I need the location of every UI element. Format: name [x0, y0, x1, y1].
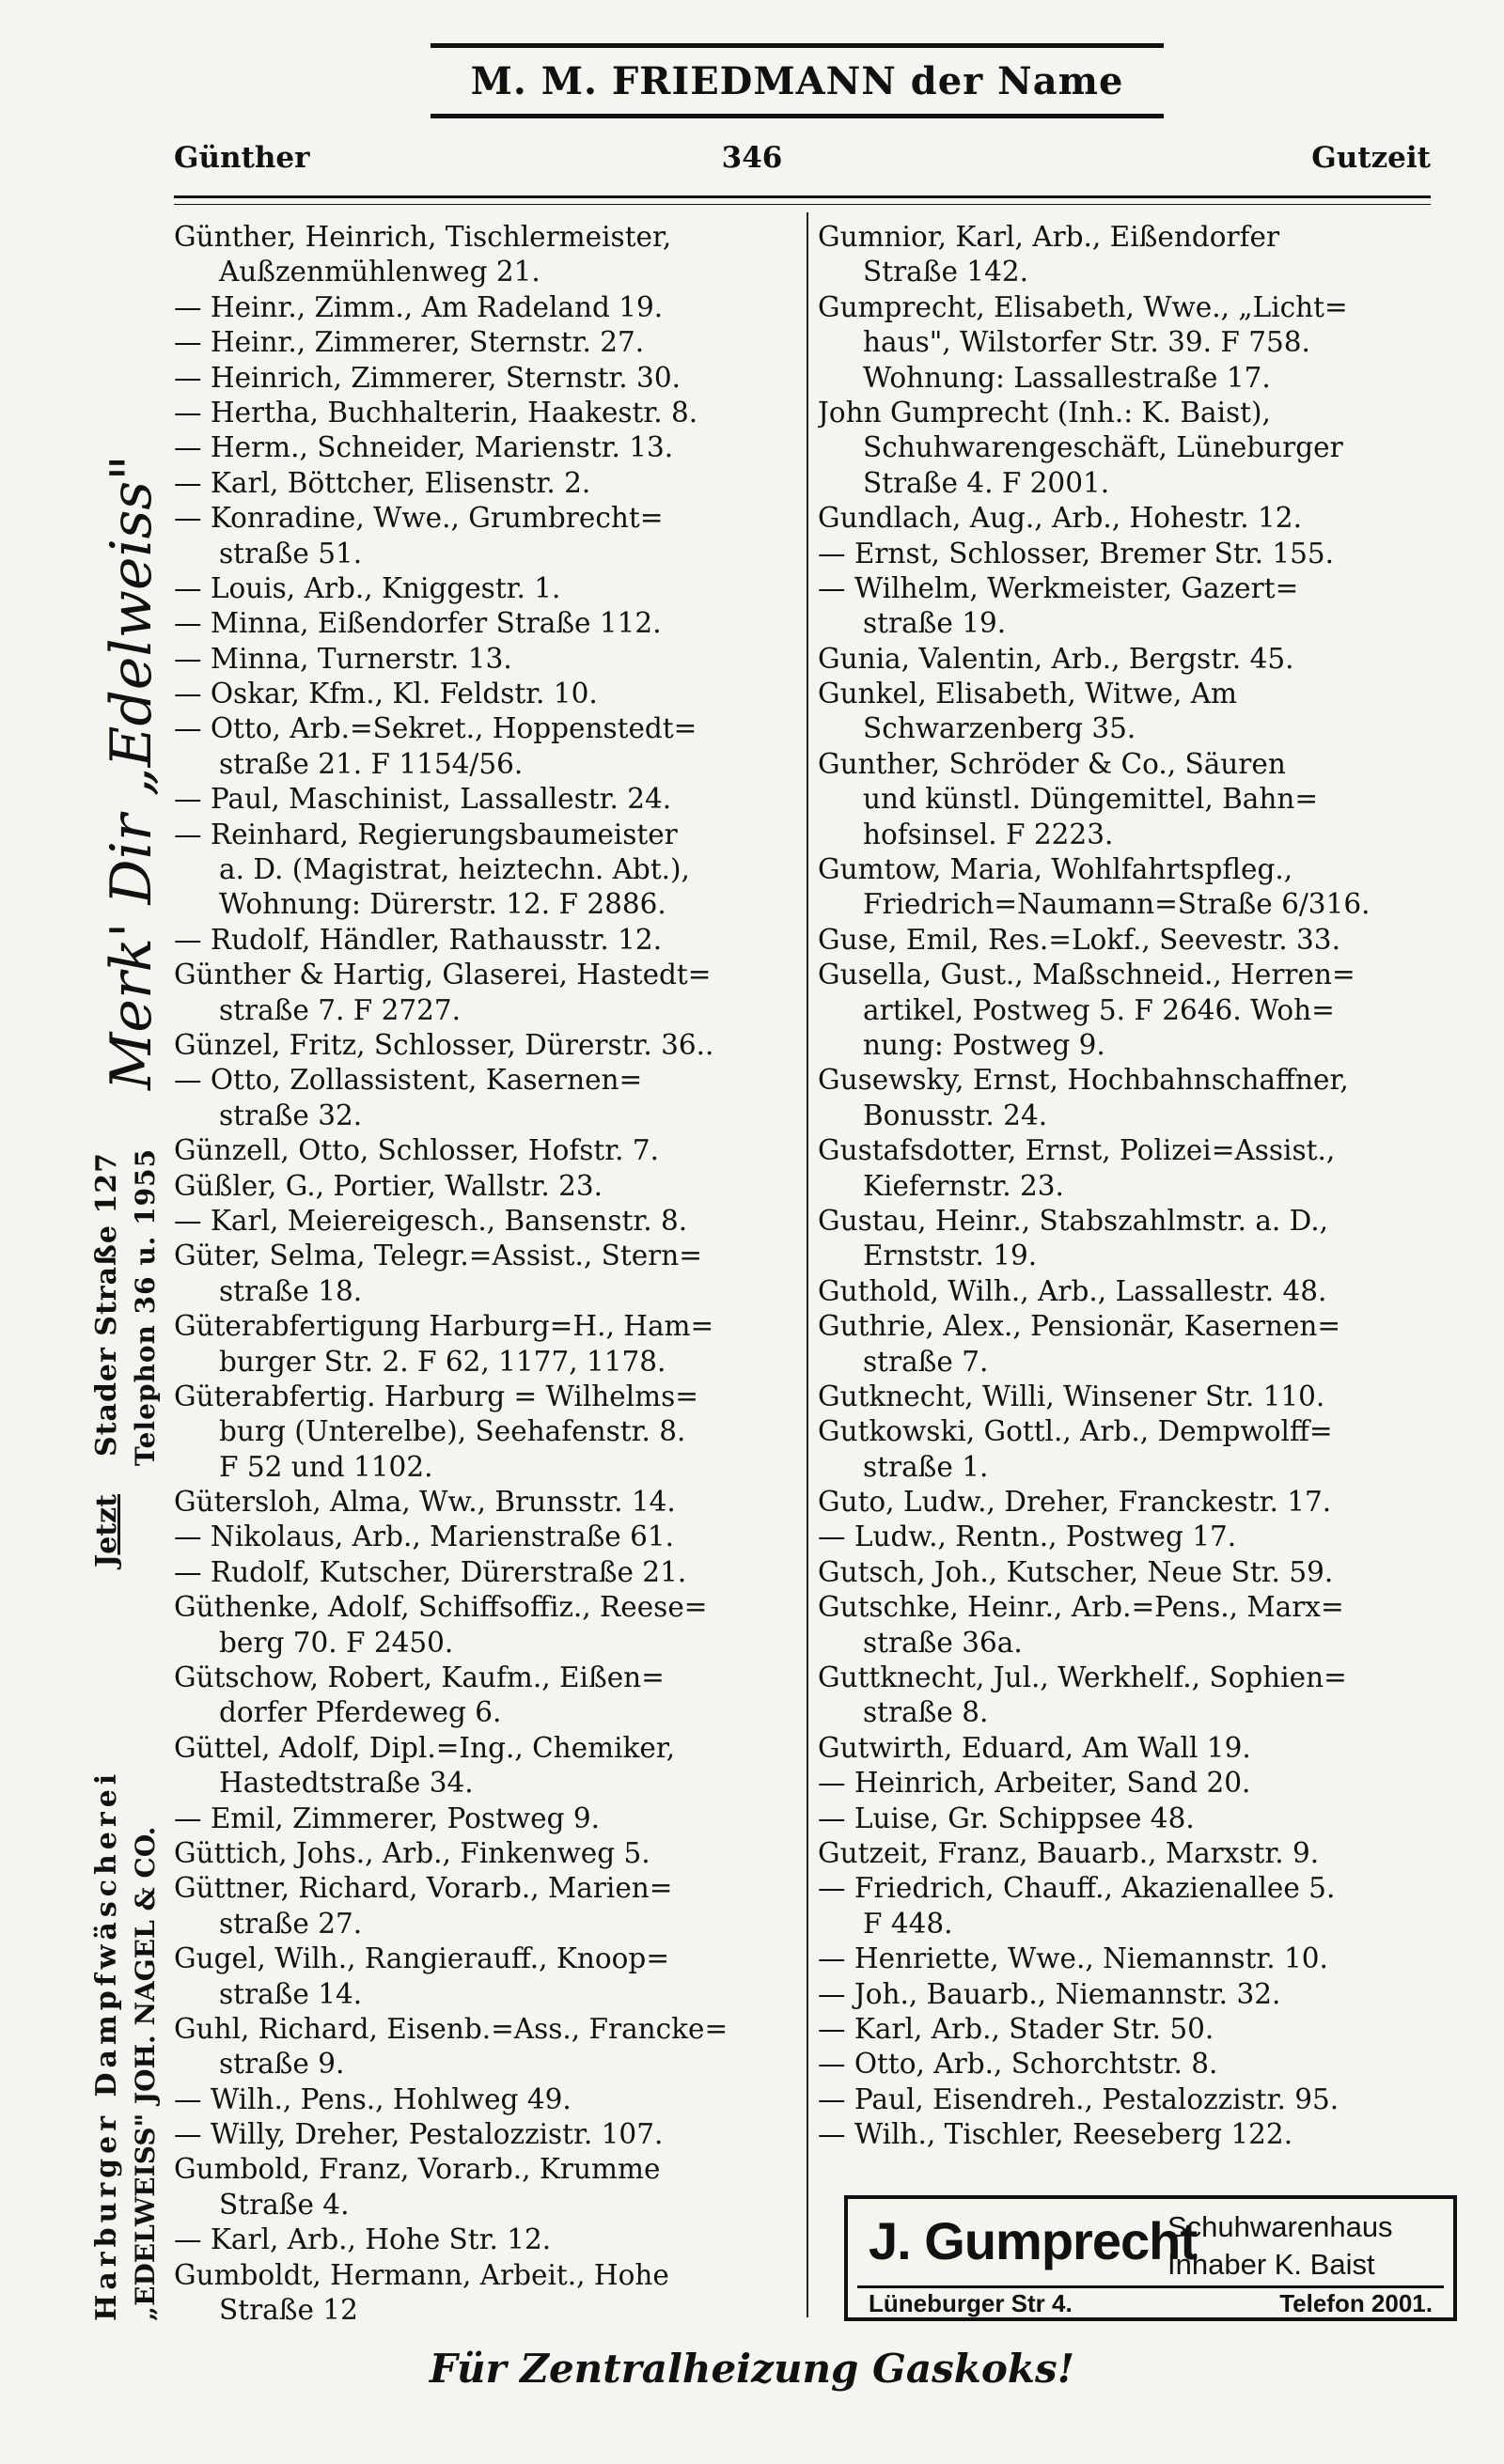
- directory-entry-line: Ernststr. 19.: [863, 1240, 1038, 1272]
- directory-entry-line: straße 19.: [863, 607, 1007, 640]
- ad-address: Lüneburger Str 4.: [869, 2289, 1073, 2317]
- directory-entry-line: Gumboldt, Hermann, Arbeit., Hohe: [174, 2258, 669, 2291]
- directory-entry-line: Gustafsdotter, Ernst, Polizei=Assist.,: [818, 1134, 1336, 1167]
- directory-entry-line: Straße 142.: [863, 256, 1028, 289]
- directory-entry-line: burg (Unterelbe), Seehafenstr. 8.: [219, 1415, 686, 1448]
- directory-entry-line: straße 7. F 2727.: [219, 993, 462, 1026]
- advertisement-box: [844, 2195, 1457, 2321]
- directory-entry-line: Gumprecht, Elisabeth, Wwe., „Licht=: [818, 290, 1348, 323]
- directory-entry-line: straße 27.: [219, 1907, 363, 1940]
- margin-telephone: Telephon 36 u. 1955: [130, 1147, 161, 1466]
- directory-entry-line: artikel, Postweg 5. F 2646. Woh=: [863, 993, 1335, 1026]
- directory-entry-line: straße 21. F 1154/56.: [219, 747, 524, 780]
- directory-entry-line: Guttknecht, Jul., Werkhelf., Sophien=: [818, 1661, 1347, 1694]
- directory-entry-line: — Rudolf, Händler, Rathausstr. 12.: [174, 923, 663, 956]
- directory-entry-line: — Henriette, Wwe., Niemannstr. 10.: [818, 1942, 1328, 1975]
- directory-entry-line: Kiefernstr. 23.: [863, 1169, 1064, 1202]
- directory-entry-line: Gustau, Heinr., Stabszahlmstr. a. D.,: [818, 1204, 1329, 1237]
- header-right-keyword: Gutzeit: [1311, 141, 1431, 175]
- directory-entry-line: — Wilh., Tischler, Reeseberg 122.: [818, 2118, 1293, 2151]
- directory-entry-line: Gutkowski, Gottl., Arb., Dempwolff=: [818, 1415, 1333, 1448]
- directory-entry-line: straße 8.: [863, 1696, 989, 1729]
- left-column: [174, 220, 794, 2328]
- directory-entry-line: — Wilh., Pens., Hohlweg 49.: [174, 2082, 572, 2115]
- directory-entry-line: Gusella, Gust., Maßschneid., Herren=: [818, 959, 1355, 991]
- directory-entry-line: Güterabfertigung Harburg=H., Ham=: [174, 1310, 714, 1343]
- directory-entry-line: Gütersloh, Alma, Ww., Brunsstr. 14.: [174, 1486, 676, 1519]
- directory-entry-line: Güttich, Johs., Arb., Finkenweg 5.: [174, 1836, 650, 1869]
- margin-company: Harburger Dampfwäscherei: [90, 1769, 123, 2321]
- directory-entry-line: Gutschke, Heinr., Arb.=Pens., Marx=: [818, 1591, 1344, 1624]
- directory-entry-line: Günzell, Otto, Schlosser, Hofstr. 7.: [174, 1134, 660, 1167]
- directory-entry-line: — Ludw., Rentn., Postweg 17.: [818, 1521, 1237, 1553]
- directory-entry-line: Guse, Emil, Res.=Lokf., Seevestr. 33.: [818, 923, 1340, 956]
- directory-entry-line: — Karl, Böttcher, Elisenstr. 2.: [174, 466, 591, 499]
- directory-entry-line: — Heinr., Zimm., Am Radeland 19.: [174, 290, 664, 323]
- directory-entry-line: straße 14.: [219, 1977, 363, 2010]
- directory-entry-line: straße 51.: [219, 537, 363, 569]
- directory-entry-line: Guthrie, Alex., Pensionär, Kasernen=: [818, 1310, 1341, 1343]
- directory-entry-line: — Louis, Arb., Kniggestr. 1.: [174, 571, 561, 604]
- directory-entry-line: — Otto, Arb.=Sekret., Hoppenstedt=: [174, 712, 697, 745]
- directory-entry-line: straße 9.: [219, 2048, 345, 2081]
- directory-entry-line: Gutzeit, Franz, Bauarb., Marxstr. 9.: [818, 1836, 1320, 1869]
- directory-entry-line: Straße 4.: [219, 2188, 350, 2221]
- page-number: 346: [721, 141, 783, 175]
- directory-entry-line: Gumtow, Maria, Wohlfahrtspfleg.,: [818, 853, 1293, 886]
- right-column: [818, 220, 1431, 2152]
- ad-line-owner: Inhaber K. Baist: [1167, 2248, 1375, 2281]
- directory-entry-line: Gutwirth, Eduard, Am Wall 19.: [818, 1731, 1251, 1764]
- directory-entry-line: — Minna, Eißendorfer Straße 112.: [174, 607, 662, 640]
- directory-entry-line: burger Str. 2. F 62, 1177, 1178.: [219, 1345, 666, 1378]
- directory-entry-line: — Ernst, Schlosser, Bremer Str. 155.: [818, 537, 1335, 569]
- directory-entry-line: — Karl, Arb., Hohe Str. 12.: [174, 2223, 552, 2256]
- directory-entry-line: — Rudolf, Kutscher, Dürerstraße 21.: [174, 1555, 687, 1588]
- directory-entry-line: — Willy, Dreher, Pestalozzistr. 107.: [174, 2118, 664, 2151]
- directory-entry-line: Wohnung: Lassallestraße 17.: [863, 361, 1271, 394]
- directory-entry-line: — Otto, Zollassistent, Kasernen=: [174, 1064, 643, 1097]
- margin-company-owner: „EDELWEISS" JOH. NAGEL & CO.: [130, 1826, 161, 2321]
- margin-jetzt: Jetzt: [90, 1493, 123, 1567]
- directory-entry-line: Gugel, Wilh., Rangierauff., Knoop=: [174, 1942, 670, 1975]
- directory-entry-line: — Heinrich, Zimmerer, Sternstr. 30.: [174, 361, 681, 394]
- directory-entry-line: Außzenmühlenweg 21.: [219, 256, 540, 289]
- directory-entry-line: — Karl, Arb., Stader Str. 50.: [818, 2012, 1214, 2045]
- directory-entry-line: nung: Postweg 9.: [863, 1028, 1105, 1061]
- directory-entry-line: — Herm., Schneider, Marienstr. 13.: [174, 431, 674, 464]
- directory-entry-line: — Reinhard, Regierungsbaumeister: [174, 818, 678, 850]
- directory-entry-line: Gusewsky, Ernst, Hochbahnschaffner,: [818, 1064, 1349, 1097]
- directory-entry-line: — Karl, Meiereigesch., Bansenstr. 8.: [174, 1204, 688, 1237]
- directory-entry-line: berg 70. F 2450.: [219, 1626, 454, 1659]
- directory-entry-line: Günzel, Fritz, Schlosser, Dürerstr. 36..: [174, 1028, 714, 1061]
- directory-entry-line: a. D. (Magistrat, heiztechn. Abt.),: [219, 853, 690, 886]
- directory-entry-line: Günther & Hartig, Glaserei, Hastedt=: [174, 959, 712, 991]
- directory-entry-line: — Paul, Eisendreh., Pestalozzistr. 95.: [818, 2082, 1340, 2115]
- directory-entry-line: Straße 12: [219, 2294, 358, 2327]
- directory-entry-line: — Paul, Maschinist, Lassallestr. 24.: [174, 783, 672, 816]
- directory-entry-line: — Joh., Bauarb., Niemannstr. 32.: [818, 1977, 1281, 2010]
- directory-entry-line: haus", Wilstorfer Str. 39. F 758.: [863, 326, 1310, 359]
- directory-entry-line: straße 7.: [863, 1345, 989, 1378]
- directory-entry-line: — Friedrich, Chauff., Akazienallee 5.: [818, 1872, 1336, 1905]
- ad-rule: [857, 2285, 1444, 2288]
- directory-entry-line: straße 18.: [219, 1274, 363, 1307]
- directory-entry-line: — Wilhelm, Werkmeister, Gazert=: [818, 571, 1299, 604]
- directory-entry-line: — Nikolaus, Arb., Marienstraße 61.: [174, 1521, 675, 1553]
- directory-entry-line: straße 1.: [863, 1450, 989, 1483]
- directory-entry-line: Guthold, Wilh., Arb., Lassallestr. 48.: [818, 1274, 1327, 1307]
- header-rule: [174, 195, 1431, 198]
- directory-entry-line: — Hertha, Buchhalterin, Haakestr. 8.: [174, 396, 698, 429]
- directory-entry-line: Gumnior, Karl, Arb., Eißendorfer: [818, 221, 1280, 253]
- top-banner: M. M. FRIEDMANN der Name: [431, 43, 1164, 118]
- directory-entry-line: Güttel, Adolf, Dipl.=Ing., Chemiker,: [174, 1731, 676, 1764]
- directory-entry-line: straße 32.: [219, 1099, 363, 1131]
- directory-entry-line: Gundlach, Aug., Arb., Hohestr. 12.: [818, 502, 1302, 535]
- directory-entry-line: John Gumprecht (Inh.: K. Baist),: [818, 396, 1271, 429]
- ad-line-shop: Schuhwarenhaus: [1167, 2210, 1393, 2243]
- directory-entry-line: und künstl. Düngemittel, Bahn=: [863, 783, 1319, 816]
- header-rule-thin: [174, 204, 1431, 205]
- directory-entry-line: Güter, Selma, Telegr.=Assist., Stern=: [174, 1240, 702, 1272]
- directory-entry-line: Hastedtstraße 34.: [219, 1767, 474, 1800]
- directory-entry-line: Gutsch, Joh., Kutscher, Neue Str. 59.: [818, 1555, 1334, 1588]
- directory-entry-line: Günther, Heinrich, Tischlermeister,: [174, 221, 672, 253]
- directory-entry-line: — Konradine, Wwe., Grumbrecht=: [174, 502, 664, 535]
- directory-entry-line: Güttner, Richard, Vorarb., Marien=: [174, 1872, 673, 1905]
- margin-slogan: Merk' Dir „Edelweiss": [99, 455, 164, 1090]
- directory-entry-line: — Heinrich, Arbeiter, Sand 20.: [818, 1767, 1251, 1800]
- directory-entry-line: Friedrich=Naumann=Straße 6/316.: [863, 888, 1371, 921]
- column-divider: [807, 212, 808, 2317]
- header-left-keyword: Günther: [174, 141, 310, 175]
- directory-entry-line: Wohnung: Dürerstr. 12. F 2886.: [219, 888, 666, 921]
- footer-slogan: Für Zentralheizung Gaskoks!: [429, 2346, 1075, 2392]
- directory-entry-line: Straße 4. F 2001.: [863, 466, 1110, 499]
- ad-brand: J. Gumprecht: [869, 2211, 1197, 2270]
- margin-address: Stader Straße 127: [90, 1152, 123, 1457]
- directory-entry-line: hofsinsel. F 2223.: [863, 818, 1114, 850]
- directory-entry-line: — Emil, Zimmerer, Postweg 9.: [174, 1801, 601, 1834]
- directory-entry-line: — Oskar, Kfm., Kl. Feldstr. 10.: [174, 678, 598, 710]
- directory-entry-line: Gütschow, Robert, Kaufm., Eißen=: [174, 1661, 665, 1694]
- directory-entry-line: dorfer Pferdeweg 6.: [219, 1696, 502, 1729]
- directory-entry-line: Gunia, Valentin, Arb., Bergstr. 45.: [818, 642, 1294, 675]
- directory-entry-line: Gutknecht, Willi, Winsener Str. 110.: [818, 1380, 1325, 1412]
- directory-entry-line: — Luise, Gr. Schippsee 48.: [818, 1801, 1195, 1834]
- directory-entry-line: Schuhwarengeschäft, Lüneburger: [863, 431, 1343, 464]
- directory-entry-line: Gumbold, Franz, Vorarb., Krumme: [174, 2153, 661, 2186]
- directory-entry-line: Gunther, Schröder & Co., Säuren: [818, 747, 1286, 780]
- directory-entry-line: — Heinr., Zimmerer, Sternstr. 27.: [174, 326, 645, 359]
- directory-entry-line: Güßler, G., Portier, Wallstr. 23.: [174, 1169, 603, 1202]
- directory-entry-line: Guhl, Richard, Eisenb.=Ass., Francke=: [174, 2012, 728, 2045]
- directory-entry-line: F 448.: [863, 1907, 953, 1940]
- directory-entry-line: — Otto, Arb., Schorchtstr. 8.: [818, 2048, 1218, 2081]
- directory-entry-line: Güterabfertig. Harburg = Wilhelms=: [174, 1380, 699, 1412]
- directory-entry-line: Guto, Ludw., Dreher, Franckestr. 17.: [818, 1486, 1332, 1519]
- directory-entry-line: — Minna, Turnerstr. 13.: [174, 642, 512, 675]
- directory-entry-line: Güthenke, Adolf, Schiffsoffiz., Reese=: [174, 1591, 708, 1624]
- directory-entry-line: Gunkel, Elisabeth, Witwe, Am: [818, 678, 1238, 710]
- directory-entry-line: Schwarzenberg 35.: [863, 712, 1136, 745]
- directory-entry-line: F 52 und 1102.: [219, 1450, 433, 1483]
- ad-phone: Telefon 2001.: [1279, 2289, 1433, 2317]
- directory-entry-line: Bonusstr. 24.: [863, 1099, 1048, 1131]
- directory-entry-line: straße 36a.: [863, 1626, 1023, 1659]
